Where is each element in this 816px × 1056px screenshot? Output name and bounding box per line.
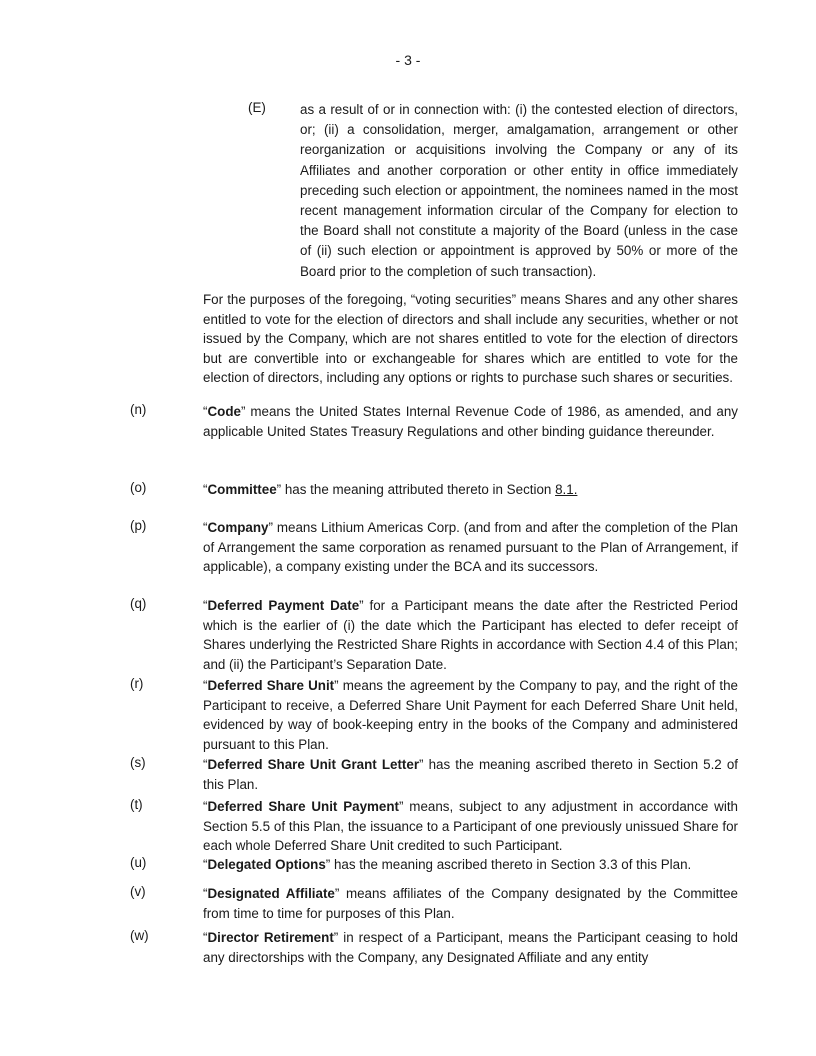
definition-label: (u) bbox=[130, 855, 147, 870]
definition-label: (r) bbox=[130, 676, 144, 691]
definition-text: ” means the United States Internal Revenue Code of 1986, as amended, and any applicable United States Treasury Regulations and other binding guidance thereunder. bbox=[203, 404, 738, 439]
definition-text: ” for a Participant means the date after the Restricted Period which is the earlier of (i) the date which the Participant has elected to defer receipt of Shares underlying the Restricted Share Rights in accordance with Section 4.4 of this Plan; and (ii) the Participant’s Separation Date. bbox=[203, 598, 739, 672]
definition-dsu-payment: (t) “Deferred Share Unit Payment” means, subject to any adjustment in accordance with Section 5.5 of this Plan, the issuance to a Participant of one previously unissued Share for each whole Deferred Share Unit credited to such Participant. bbox=[130, 797, 738, 854]
defined-term: Deferred Share Unit Grant Letter bbox=[207, 757, 420, 772]
definition-committee: (o) “Committee” has the meaning attributed thereto in Section 8.1. bbox=[130, 480, 578, 497]
definition-designated-affiliate: (v) “Designated Affiliate” means affiliates of the Company designated by the Committee from time to time for purposes of this Plan. bbox=[130, 884, 738, 921]
defined-term: Committee bbox=[207, 482, 277, 497]
definition-deferred-payment-date: (q) “Deferred Payment Date” for a Participant means the date after the Restricted Period which is the earlier of (i) the date which the Participant has elected to defer receipt of Shares underlying the Restricted Share Rights in accordance with Section 4.4 of this Plan; and (ii) the Participant’s Separation Date. bbox=[130, 596, 739, 672]
definition-text: ” has the meaning ascribed thereto in Section 3.3 of this Plan. bbox=[325, 857, 692, 872]
definition-deferred-share-unit: (r) “Deferred Share Unit” means the agreement by the Company to pay, and the right of the Participant to receive, a Deferred Share Unit Payment for each Deferred Share Unit held, evidenced by way of book-keeping entry in the books of the Company and administered pursuant to this Plan. bbox=[130, 676, 738, 752]
section-reference-link[interactable]: 8.1. bbox=[555, 482, 578, 497]
definition-label: (t) bbox=[130, 797, 143, 812]
defined-term: Deferred Share Unit bbox=[207, 678, 335, 693]
defined-term: Company bbox=[207, 520, 269, 535]
definition-code: (n) “Code” means the United States Internal Revenue Code of 1986, as amended, and any applicable United States Treasury Regulations and other binding guidance thereunder. bbox=[130, 402, 738, 439]
definition-label: (w) bbox=[130, 928, 149, 943]
definition-text: ” in respect of a Participant, means the Participant ceasing to hold any directorships with the Company, any Designated Affiliate and any entity bbox=[203, 930, 739, 965]
defined-term: Delegated Options bbox=[207, 857, 326, 872]
definition-label: (s) bbox=[130, 755, 146, 770]
definition-label: (n) bbox=[130, 402, 147, 417]
definition-delegated-options: (u) “Delegated Options” has the meaning ascribed thereto in Section 3.3 of this Plan. bbox=[130, 855, 692, 872]
definition-label: (q) bbox=[130, 596, 147, 611]
voting-securities-paragraph: For the purposes of the foregoing, “voting securities” means Shares and any other shares entitled to vote for the election of directors and shall include any securities, whether or not issued by the Company, which are not shares entitled to vote for the election of directors but are convertible into or exchangeable for shares which are entitled to vote for the election of directors, including any options or rights to purchase such shares or securities. bbox=[203, 292, 738, 386]
page-number: - 3 - bbox=[395, 52, 421, 68]
definition-text: ” has the meaning ascribed thereto in Section 5.2 of this Plan. bbox=[203, 757, 738, 792]
defined-term: Designated Affiliate bbox=[207, 886, 335, 901]
definition-label: (p) bbox=[130, 518, 147, 533]
definition-text: ” has the meaning attributed thereto in Section bbox=[276, 482, 556, 497]
definition-dsu-grant-letter: (s) “Deferred Share Unit Grant Letter” has the meaning ascribed thereto in Section 5.2 of this Plan. bbox=[130, 755, 738, 792]
defined-term: Code bbox=[207, 404, 241, 419]
subclause-e bbox=[248, 100, 738, 282]
definition-director-retirement: (w) “Director Retirement” in respect of a Participant, means the Participant ceasing to hold any directorships with the Company, any Designated Affiliate and any entity bbox=[130, 928, 739, 965]
definition-text: ” means Lithium Americas Corp. (and from and after the completion of the Plan of Arrangement the same corporation as renamed pursuant to the Plan of Arrangement, if applicable), a company existing under the BCA and its successors. bbox=[203, 520, 738, 575]
definition-company: (p) “Company” means Lithium Americas Corp. (and from and after the completion of the Plan of Arrangement the same corporation as renamed pursuant to the Plan of Arrangement, if applicable), a company existing under the BCA and its successors. bbox=[130, 518, 738, 575]
definition-label: (v) bbox=[130, 884, 146, 899]
definition-label: (o) bbox=[130, 480, 147, 495]
defined-term: Deferred Payment Date bbox=[207, 598, 360, 613]
defined-term: Deferred Share Unit Payment bbox=[207, 799, 400, 814]
subclause-e-label: (E) bbox=[248, 100, 266, 115]
defined-term: Director Retirement bbox=[207, 930, 334, 945]
definition-text: ” means, subject to any adjustment in accordance with Section 5.5 of this Plan, the issuance to a Participant of one previously unissued Share for each whole Deferred Share Unit credited to such Participant. bbox=[203, 799, 738, 854]
definition-text: ” means the agreement by the Company to pay, and the right of the Participant to receive, a Deferred Share Unit Payment for each Deferred Share Unit held, evidenced by way of book-keeping entry in the books of the Company and administered pursuant to this Plan. bbox=[203, 678, 738, 752]
subclause-e-text: as a result of or in connection with: (i) the contested election of directors, or; (ii) a consolidation, merger, amalgamation, arrangement or other reorganization or acquisitions involving the Company or any of its Affiliates and another corporation or other entity in office immediately preceding such election or appointment, the nominees named in the most recent management information circular of the Company for election to the Board shall not constitute a majority of the Board (unless in the case of (ii) such election or appointment is approved by 50% or more of the Board prior to the completion of such transaction). bbox=[300, 102, 738, 279]
definition-text: ” means affiliates of the Company designated by the Committee from time to time for purposes of this Plan. bbox=[203, 886, 738, 921]
